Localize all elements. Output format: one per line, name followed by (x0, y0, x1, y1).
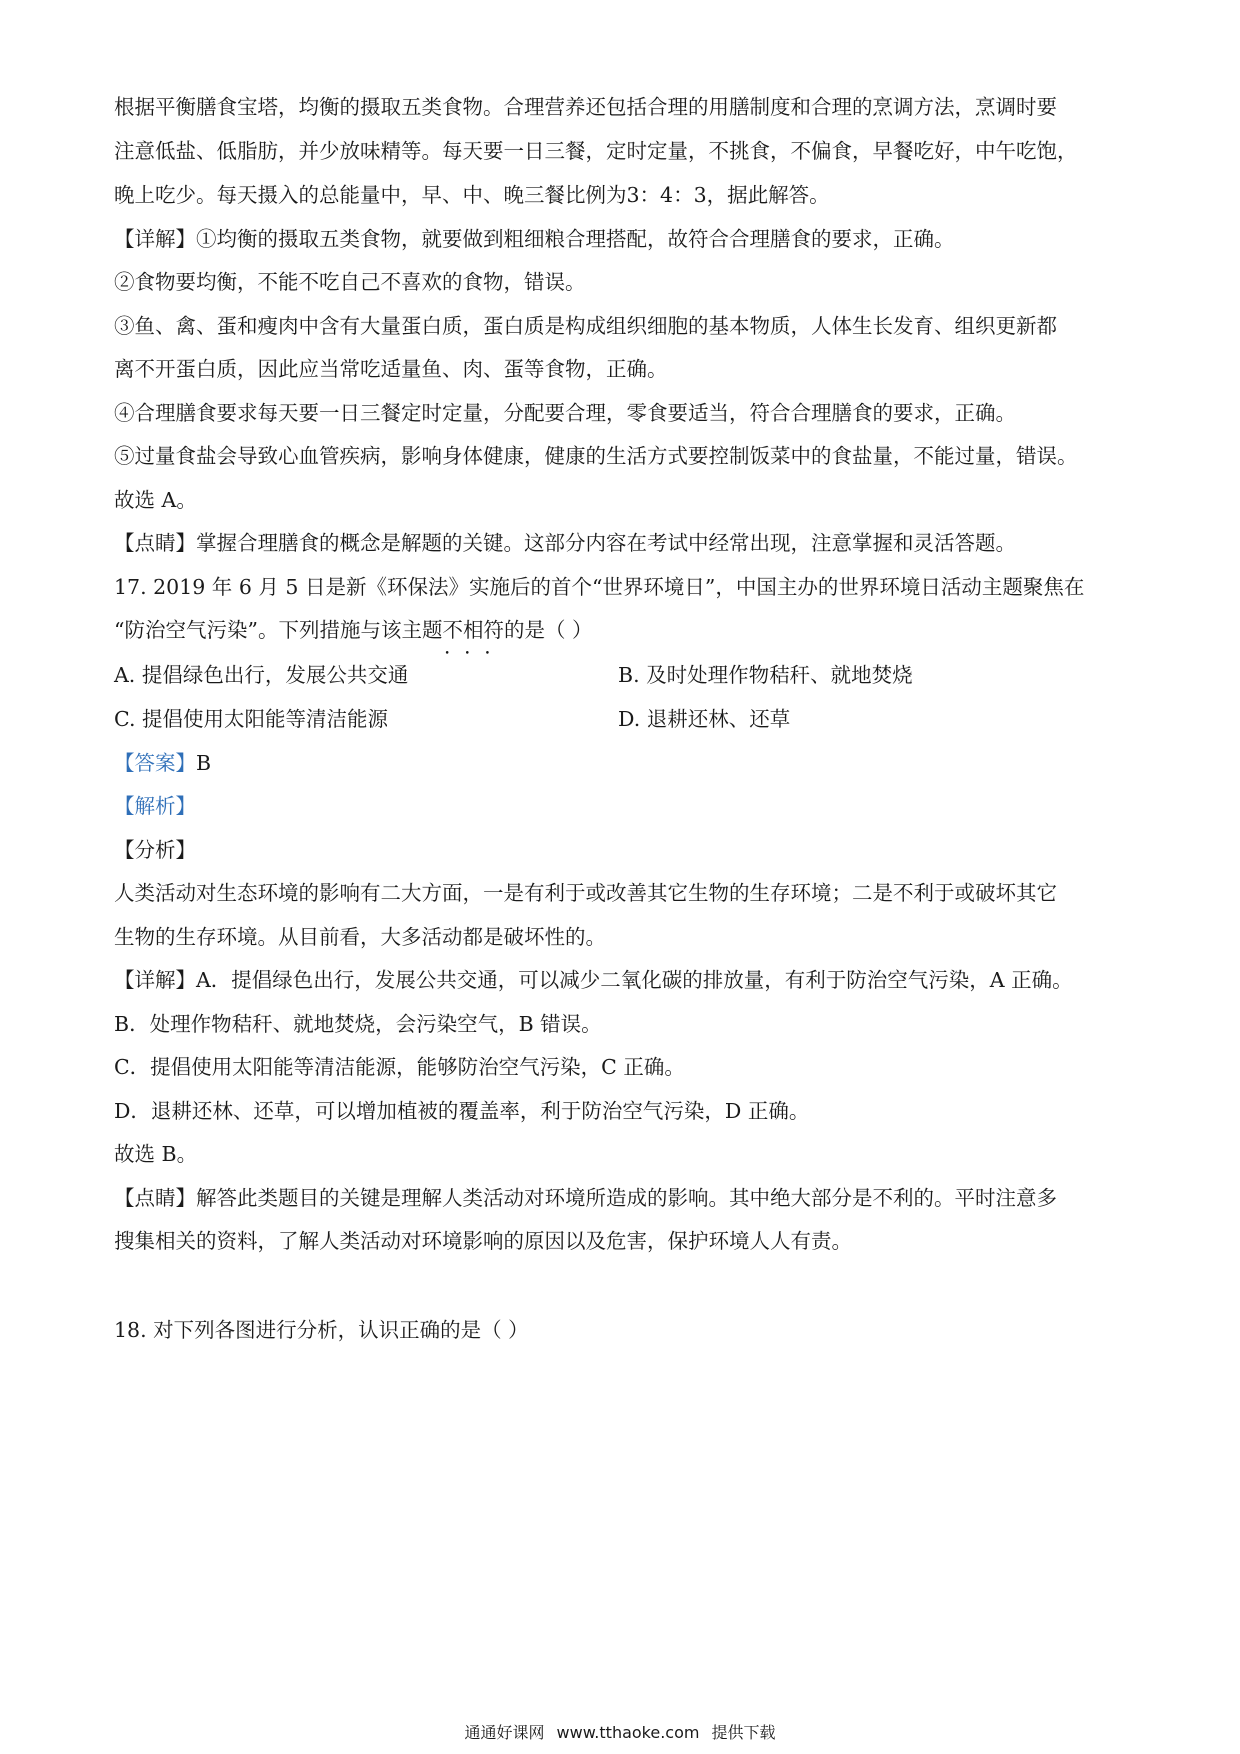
q17-detail-a (114, 965, 1134, 995)
q17-stem-1: 17. 2019 年 6 月 5 日是新《环保法》实施后的首个“世界环境日”，中国主办的世界环境日活动主题聚焦在 (114, 575, 1085, 599)
q17-analysis-2: 生物的生存环境。从目前看，大多活动都是破坏性的。 (114, 925, 606, 949)
q17-detail-d: D．退耕还林、还草，可以增加植被的覆盖率，利于防治空气污染，D 正确。 (114, 1099, 810, 1123)
answer-tag: 【答案】 (114, 751, 196, 775)
q17-stem-2-post: 的是（ ） (503, 618, 593, 642)
intro-line-2: 注意低盐、低脂肪，并少放味精等。每天要一日三餐，定时定量，不挑食，不偏食，早餐吃好，中午吃饱， (114, 139, 1078, 163)
q17-choice: 故选 B。 (114, 1142, 198, 1166)
q16-detail-2: ②食物要均衡，不能不吃自己不喜欢的食物，错误。 (114, 270, 586, 294)
footer-site-name: 通通好课网 (464, 1723, 545, 1742)
option-a: A. 提倡绿色出行，发展公共交通 (114, 663, 409, 687)
q17-detail-b: B．处理作物秸秆、就地焚烧，会污染空气，B 错误。 (114, 1012, 602, 1036)
q16-detail-1-text: ①均衡的摄取五类食物，就要做到粗细粮合理搭配，故符合合理膳食的要求，正确。 (196, 227, 955, 251)
q17-answer (114, 748, 1134, 778)
footer-url[interactable]: www.tthaoke.com (556, 1723, 700, 1742)
intro-line-1: 根据平衡膳食宝塔，均衡的摄取五类食物。合理营养还包括合理的用膳制度和合理的烹调方法，烹调时要 (114, 95, 1057, 119)
q17-stem-2-pre: “防治空气污染”。下列措施与该主题 (114, 618, 443, 642)
q18-stem: 18. 对下列各图进行分析，认识正确的是（ ） (114, 1318, 529, 1342)
q16-detail-5: ⑤过量食盐会导致心血管疾病，影响身体健康，健康的生活方式要控制饭菜中的食盐量，不能过量，错误。 (114, 444, 1078, 468)
q17-options-row-2 (114, 704, 1134, 734)
option-c: C. 提倡使用太阳能等清洁能源 (114, 707, 388, 731)
footer-suffix: 提供下载 (711, 1723, 776, 1742)
q17-note-1 (114, 1183, 1134, 1213)
q16-detail-3a: ③鱼、禽、蛋和瘦肉中含有大量蛋白质，蛋白质是构成组织细胞的基本物质，人体生长发育、组织更新都 (114, 314, 1057, 338)
analysis-tag: 【解析】 (114, 794, 196, 818)
q16-detail-3b: 离不开蛋白质，因此应当常吃适量鱼、肉、蛋等食物，正确。 (114, 357, 668, 381)
q17-note-2: 搜集相关的资料，了解人类活动对环境影响的原因以及危害，保护环境人人有责。 (114, 1229, 852, 1253)
q16-detail-1 (114, 224, 1134, 254)
note-tag: 【点睛】 (114, 1186, 196, 1210)
intro-line-3: 晚上吃少。每天摄入的总能量中，早、中、晚三餐比例为3：4：3，据此解答。 (114, 183, 830, 207)
q17-stem-2 (114, 615, 1134, 645)
fenxi-tag: 【分析】 (114, 838, 196, 862)
q17-detail-c: C．提倡使用太阳能等清洁能源，能够防治空气污染，C 正确。 (114, 1055, 685, 1079)
answer-value: B (196, 751, 212, 775)
detail-tag: 【详解】 (114, 227, 196, 251)
page-footer (0, 1720, 1240, 1743)
q17-detail-a-text: A．提倡绿色出行，发展公共交通，可以减少二氧化碳的排放量，有利于防治空气污染，A 正确。 (196, 968, 1073, 992)
note-tag: 【点睛】 (114, 531, 196, 555)
q16-note-text: 掌握合理膳食的概念是解题的关键。这部分内容在考试中经常出现，注意掌握和灵活答题。 (196, 531, 1016, 555)
q16-choice: 故选 A。 (114, 488, 197, 512)
q17-options-row-1 (114, 660, 1134, 690)
q16-note (114, 528, 1134, 558)
option-d: D. 退耕还林、还草 (618, 707, 791, 731)
detail-tag: 【详解】 (114, 968, 196, 992)
emphasis-dotted-word: 不相符 • • • (442, 615, 504, 645)
q16-detail-4: ④合理膳食要求每天要一日三餐定时定量，分配要合理，零食要适当，符合合理膳食的要求，正确。 (114, 401, 1016, 425)
option-b: B. 及时处理作物秸秆、就地焚烧 (618, 663, 913, 687)
q17-note-1-text: 解答此类题目的关键是理解人类活动对环境所造成的影响。其中绝大部分是不利的。平时注意多 (196, 1186, 1057, 1210)
q17-analysis-1: 人类活动对生态环境的影响有二大方面，一是有利于或改善其它生物的生存环境；二是不利于或破坏其它 (114, 881, 1057, 905)
